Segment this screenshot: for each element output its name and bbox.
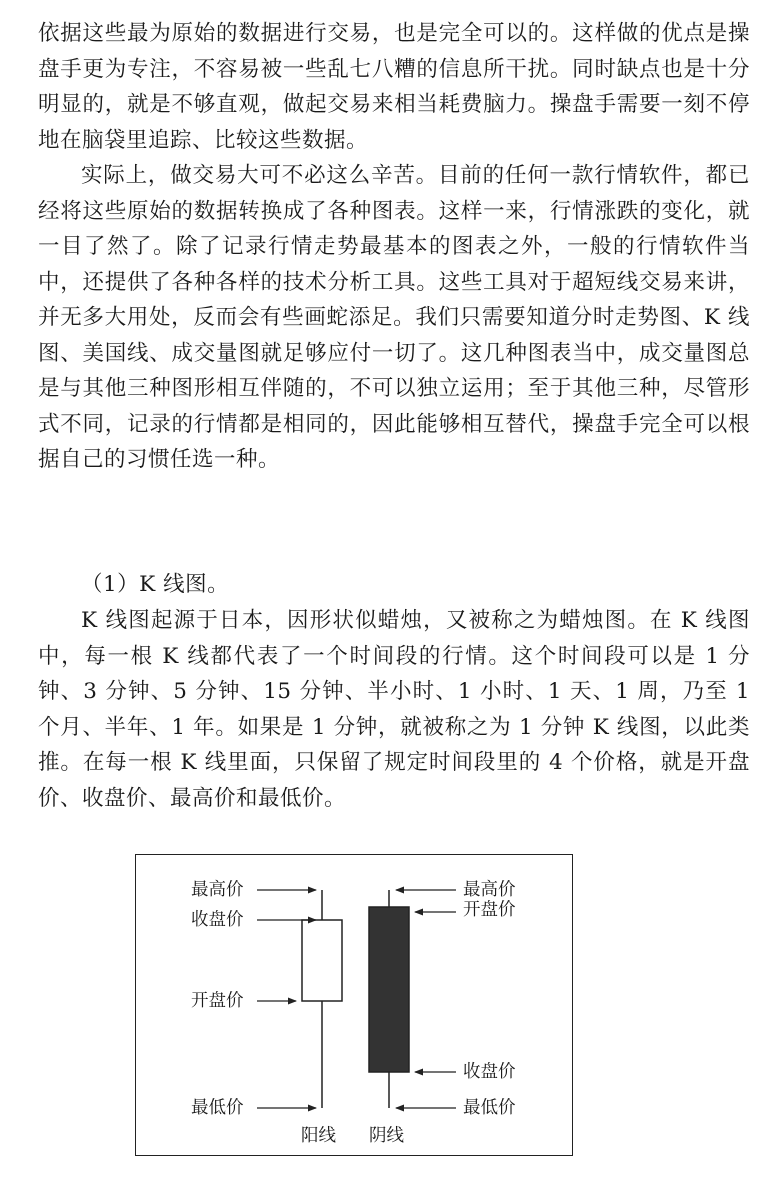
section-heading-k-line: （1）K 线图。: [81, 572, 230, 597]
label-yin-close: 收盘价: [463, 1062, 516, 1082]
candlestick-figure: [135, 854, 573, 1156]
label-yin-open: 开盘价: [463, 900, 516, 920]
yang-candle-body: [302, 920, 342, 1001]
label-yang-low: 最低价: [191, 1098, 244, 1118]
label-yang-close: 收盘价: [191, 910, 244, 930]
paragraph-1: 依据这些最为原始的数据进行交易，也是完全可以的。这样做的优点是操盘手更为专注，不容易被一些乱七八糟的信息所干扰。同时缺点也是十分明显的，就是不够直观，做起交易来相当耗费脑力。操盘手需要一刻不停地在脑袋里追踪、比较这些数据。: [38, 21, 750, 153]
label-yang-open: 开盘价: [191, 991, 244, 1011]
label-yang-high: 最高价: [191, 880, 244, 900]
paragraph-2: 实际上，做交易大可不必这么辛苦。目前的任何一款行情软件，都已经将这些原始的数据转换成了各种图表。这样一来，行情涨跌的变化，就一目了然了。除了记录行情走势最基本的图表之外，一般的行情软件当中，还提供了各种各样的技术分析工具。这些工具对于超短线交易来讲，并无多大用处，反而会有些画蛇添足。我们只需要知道分时走势图、K 线图、美国线、成交量图就足够应付一切了。这几种图表当中，成交量图总是与其他三种图形相互伴随的，不可以独立运用；至于其他三种，尽管形式不同，记录的行情都是相同的，因此能够相互替代，操盘手完全可以根据自己的习惯任选一种。: [38, 163, 750, 472]
caption-yang-line: 阳线: [301, 1126, 336, 1146]
paragraph-3: K 线图起源于日本，因形状似蜡烛，又被称之为蜡烛图。在 K 线图中，每一根 K 线都代表了一个时间段的行情。这个时间段可以是 1 分钟、3 分钟、5 分钟、15 分钟、半小时、1 小时、1 天、1 周，乃至 1 个月、半年、1 年。如果是 1 分钟，就被称之为 1 分钟 K 线图，以此类推。在每一根 K 线里面，只保留了规定时间段里的 4 个价格，就是开盘价、收盘价、最高价和最低价。: [38, 608, 750, 811]
label-yin-high: 最高价: [463, 880, 516, 900]
yin-candle-body: [369, 907, 409, 1072]
caption-yin-line: 阴线: [369, 1126, 404, 1146]
label-yin-low: 最低价: [463, 1098, 516, 1118]
